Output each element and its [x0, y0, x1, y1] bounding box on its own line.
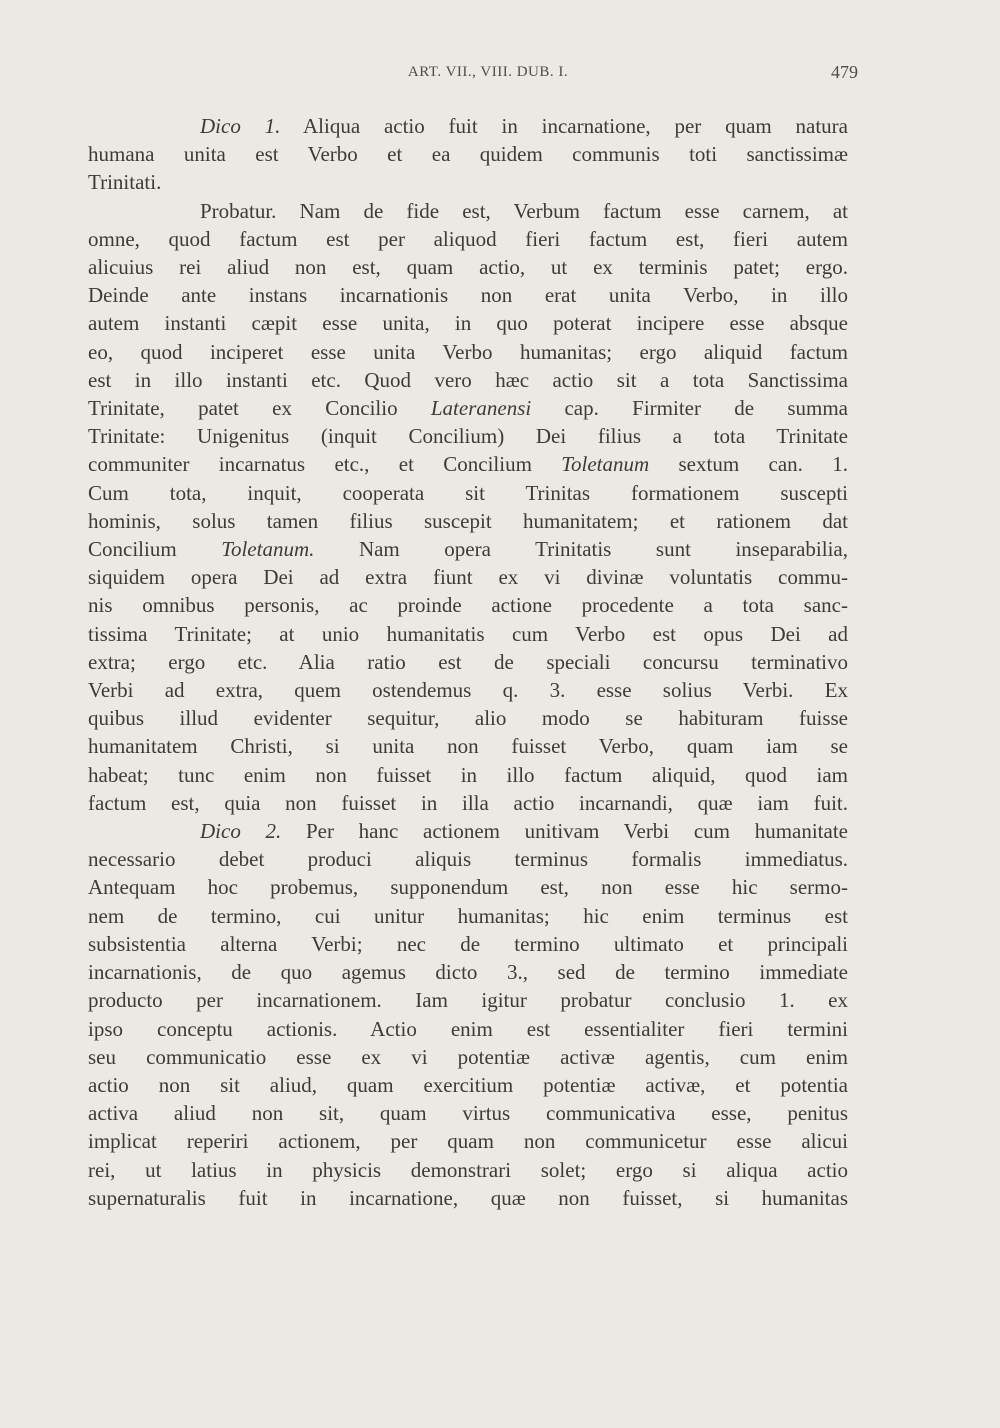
text-line — [88, 1127, 848, 1155]
text-line — [88, 535, 848, 563]
text-line — [88, 281, 848, 309]
text-line — [88, 591, 848, 619]
text-line — [88, 704, 848, 732]
italic-text: Dico 2. — [200, 819, 282, 844]
text-line — [88, 817, 848, 845]
text-line — [88, 1184, 848, 1212]
text-line — [88, 1071, 848, 1099]
text-run: eo, quod inciperet esse unita Verbo humanitas; ergo aliquid factum — [88, 339, 848, 364]
text-run: sextum can. 1. — [649, 452, 848, 477]
text-run: ipso conceptu actionis. Actio enim est essentialiter fieri termini — [88, 1016, 848, 1041]
text-line — [88, 873, 848, 901]
text-line — [88, 732, 848, 760]
text-run: rei, ut latius in physicis demonstrari solet; ergo si aliqua actio — [88, 1157, 848, 1182]
text-run: cap. Firmiter de summa — [531, 396, 849, 421]
text-line — [88, 845, 848, 873]
text-line — [88, 1156, 848, 1184]
text-line — [88, 1099, 848, 1127]
text-line — [88, 112, 848, 140]
italic-text: Dico 1. — [200, 114, 281, 138]
page-number: 479 — [831, 62, 858, 82]
running-title: ART. VII., VIII. DUB. I. — [407, 64, 569, 80]
text-line — [88, 338, 848, 366]
text-run: Concilium — [88, 537, 222, 562]
text-run: humanitatem Christi, si unita non fuisset Verbo, quam iam se — [88, 734, 848, 759]
text-run: supernaturalis fuit in incarnatione, quæ non fuisset, si humanitas — [88, 1185, 848, 1210]
text-run: siquidem opera Dei ad extra fiunt ex vi divinæ voluntatis commu- — [88, 565, 848, 590]
text-run: implicat reperiri actionem, per quam non communicetur esse alicui — [88, 1129, 848, 1154]
text-line — [88, 930, 848, 958]
text-line — [88, 140, 848, 168]
text-run: factum est, quia non fuisset in illa actio incarnandi, quæ iam fuit. — [88, 790, 848, 815]
italic-text: Toletanum. — [221, 537, 315, 562]
text-run: autem instanti cæpit esse unita, in quo poterat incipere esse absque — [88, 311, 848, 336]
text-line — [88, 507, 848, 535]
text-run: nem de termino, cui unitur humanitas; hic enim terminus est — [88, 903, 848, 928]
text-run: extra; ergo etc. Alia ratio est de speciali concursu terminativo — [88, 649, 848, 674]
text-run: est in illo instanti etc. Quod vero hæc actio sit a tota Sanctissima — [88, 367, 848, 392]
text-run: seu communicatio esse ex vi potentiæ activæ agentis, cum enim — [88, 1044, 848, 1069]
text-run: quibus illud evidenter sequitur, alio modo se habituram fuisse — [88, 706, 848, 731]
text-run: humana unita est Verbo et ea quidem communis toti sanctissimæ — [88, 142, 848, 167]
text-run: communiter incarnatus etc., et Concilium — [88, 452, 562, 477]
text-run: Trinitate: Unigenitus (inquit Concilium) Dei filius a tota Trinitate — [88, 424, 848, 449]
text-run: necessario debet produci aliquis terminus formalis immediatus. — [88, 847, 848, 872]
text-line — [88, 394, 848, 422]
text-run: nis omnibus personis, ac proinde actione procedente a tota sanc- — [88, 593, 848, 618]
text-line — [88, 986, 848, 1014]
text-line — [88, 676, 848, 704]
text-line — [88, 761, 848, 789]
text-run: producto per incarnationem. Iam igitur probatur conclusio 1. ex — [88, 988, 848, 1013]
text-line — [88, 450, 848, 478]
text-line — [88, 197, 848, 225]
text-run: habeat; tunc enim non fuisset in illo factum aliquid, quod iam — [88, 762, 848, 787]
text-run: Probatur. Nam de fide est, Verbum factum esse carnem, at — [200, 198, 848, 223]
text-run: Per hanc actionem unitivam Verbi cum humanitate — [281, 819, 848, 844]
text-line — [88, 168, 848, 196]
text-run: Trinitate, patet ex Concilio — [88, 396, 431, 421]
text-run: actio non sit aliud, quam exercitium potentiæ activæ, et potentia — [88, 1072, 848, 1097]
text-line — [88, 479, 848, 507]
text-line — [88, 902, 848, 930]
text-line — [88, 1015, 848, 1043]
text-run: subsistentia alterna Verbi; nec de termino ultimato et principali — [88, 931, 848, 956]
text-run: omne, quod factum est per aliquod fieri factum est, fieri autem — [88, 226, 848, 251]
text-run: Verbi ad extra, quem ostendemus q. 3. esse solius Verbi. Ex — [88, 678, 848, 703]
text-run: Nam opera Trinitatis sunt inseparabilia, — [314, 537, 848, 562]
text-run: incarnationis, de quo agemus dicto 3., sed de termino immediate — [88, 960, 848, 985]
text-run: activa aliud non sit, quam virtus communicativa esse, penitus — [88, 1101, 848, 1126]
text-run: Trinitati. — [88, 170, 162, 195]
running-head — [88, 62, 858, 88]
body-text — [88, 112, 848, 1212]
text-run: Aliqua actio fuit in incarnatione, per quam natura — [280, 114, 848, 138]
text-run: Antequam hoc probemus, supponendum est, non esse hic sermo- — [88, 875, 848, 900]
text-line — [88, 563, 848, 591]
text-line — [88, 958, 848, 986]
text-line — [88, 648, 848, 676]
text-line — [88, 620, 848, 648]
text-line — [88, 253, 848, 281]
text-line — [88, 225, 848, 253]
text-run: hominis, solus tamen filius suscepit humanitatem; et rationem dat — [88, 508, 848, 533]
text-line — [88, 422, 848, 450]
text-line — [88, 1043, 848, 1071]
italic-text: Lateranensi — [430, 396, 532, 421]
text-run: Deinde ante instans incarnationis non erat unita Verbo, in illo — [88, 283, 848, 308]
italic-text: Toletanum — [561, 452, 650, 477]
text-line — [88, 309, 848, 337]
text-run: Cum tota, inquit, cooperata sit Trinitas formationem suscepti — [88, 480, 848, 505]
text-run: tissima Trinitate; at unio humanitatis cum Verbo est opus Dei ad — [88, 621, 848, 646]
text-line — [88, 789, 848, 817]
text-line — [88, 366, 848, 394]
text-run: alicuius rei aliud non est, quam actio, ut ex terminis patet; ergo. — [88, 255, 848, 280]
